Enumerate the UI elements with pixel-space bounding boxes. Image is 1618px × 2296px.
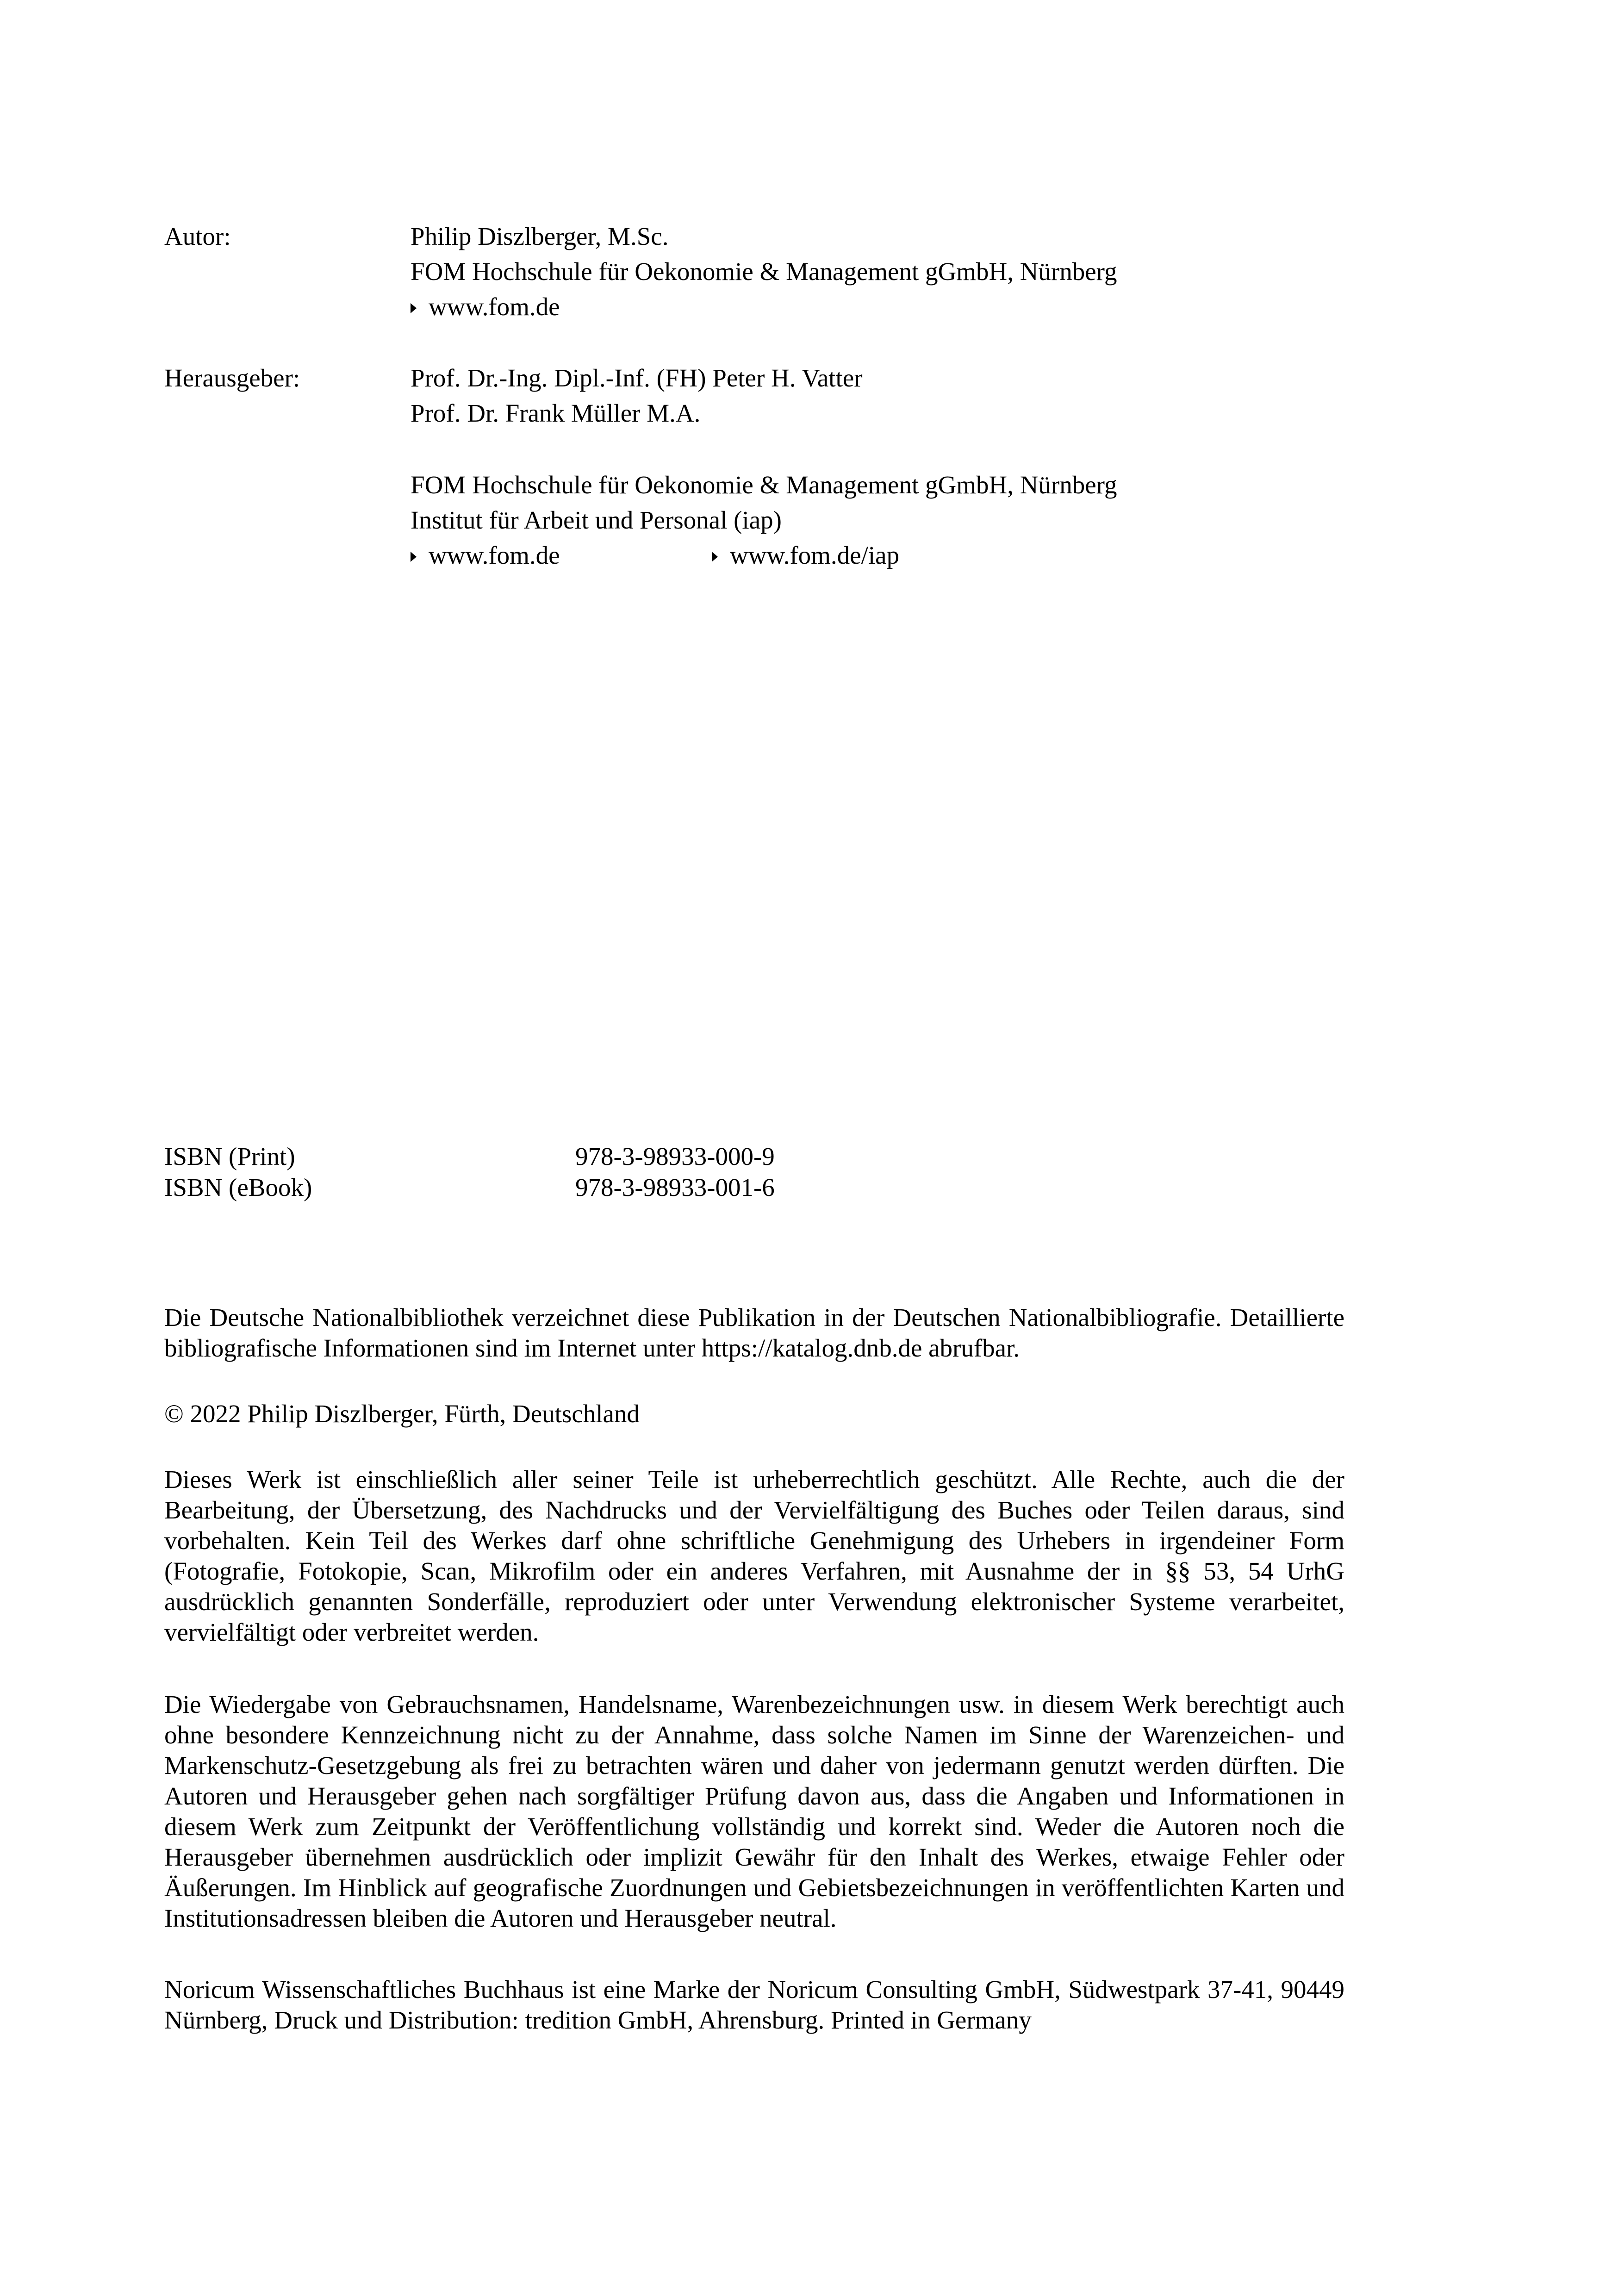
publisher-notice-text: Noricum Wissenschaftliches Buchhaus ist eine Marke der Noricum Consulting GmbH, Südwestpark 37-41, 90449 Nürnberg, Druck und Distribution: tredition GmbH, Ahrensburg. Printed in Germany (164, 1975, 1344, 2034)
editors-link-row (712, 540, 899, 571)
editors-institute: Institut für Arbeit und Personal (iap) (411, 506, 782, 534)
author-link[interactable]: www.fom.de (429, 292, 560, 321)
isbn-ebook-value: 978-3-98933-001-6 (575, 1173, 775, 1201)
editor-name: Prof. Dr.-Ing. Dipl.-Inf. (FH) Peter H. Vatter (411, 364, 863, 392)
author-institution: FOM Hochschule für Oekonomie & Management gGmbH, Nürnberg (411, 257, 1117, 286)
arrow-right-icon (712, 552, 718, 562)
arrow-right-icon (411, 552, 417, 562)
arrow-right-icon (411, 303, 417, 313)
author-label: Autor: (164, 222, 231, 250)
author-name: Philip Diszlberger, M.Sc. (411, 222, 669, 250)
editor-name: Prof. Dr. Frank Müller M.A. (411, 399, 701, 427)
dnb-notice (164, 1302, 1344, 1363)
trademark-notice (164, 1689, 1344, 1934)
isbn-print-label: ISBN (Print) (164, 1142, 295, 1170)
isbn-ebook-label: ISBN (eBook) (164, 1173, 312, 1201)
author-link-row (411, 292, 560, 322)
rights-notice (164, 1464, 1344, 1648)
editors-label: Herausgeber: (164, 364, 300, 392)
trademark-notice-text: Die Wiedergabe von Gebrauchsnamen, Handelsname, Warenbezeichnungen usw. in diesem Werk berechtigt auch ohne besondere Kennzeichnung nicht zu der Annahme, dass solche Namen im Sinne der Warenzeichen- und Markenschutz-Gesetzgebung als frei zu betrachten wären und daher von jedermann genutzt werden dürften. Die Autoren und Herausgeber gehen nach sorgfältiger Prüfung davon aus, dass die Angaben und Informationen in diesem Werk zum Zeitpunkt der Veröffentlichung vollständig und korrekt sind. Weder die Autoren noch die Herausgeber übernehmen ausdrücklich oder implizit Gewähr für den Inhalt des Werkes, etwaige Fehler oder Äußerungen. Im Hinblick auf geografische Zuordnungen und Gebietsbezeichnungen in veröffentlichten Karten und Institutionsadressen bleiben die Autoren und Herausgeber neutral. (164, 1690, 1344, 1932)
copyright-notice (164, 1399, 1344, 1429)
editors-link-iap[interactable]: www.fom.de/iap (730, 541, 900, 569)
publisher-notice (164, 1974, 1344, 2035)
isbn-print-value: 978-3-98933-000-9 (575, 1142, 775, 1170)
dnb-notice-text: Die Deutsche Nationalbibliothek verzeichnet diese Publikation in der Deutschen Nationalbibliografie. Detaillierte bibliografische Informationen sind im Internet unter https://katalog.dnb.de abrufbar. (164, 1303, 1344, 1362)
editors-institution: FOM Hochschule für Oekonomie & Management gGmbH, Nürnberg (411, 471, 1117, 499)
editors-link-row (411, 540, 560, 571)
copyright-text: © 2022 Philip Diszlberger, Fürth, Deutschland (164, 1400, 640, 1428)
editors-link-fom[interactable]: www.fom.de (429, 541, 560, 569)
rights-notice-text: Dieses Werk ist einschließlich aller seiner Teile ist urheberrechtlich geschützt. Alle Rechte, auch die der Bearbeitung, der Übersetzung, des Nachdrucks und der Vervielfältigung des Buches oder Teilen daraus, sind vorbehalten. Kein Teil des Werkes darf ohne schriftliche Genehmigung des Urhebers in irgendeiner Form (Fotografie, Fotokopie, Scan, Mikrofilm oder ein anderes Verfahren, mit Ausnahme der in §§ 53, 54 UrhG ausdrücklich genannten Sonderfälle, reproduziert oder unter Verwendung elektronischer Systeme verarbeitet, vervielfältigt oder verbreitet werden. (164, 1465, 1344, 1646)
